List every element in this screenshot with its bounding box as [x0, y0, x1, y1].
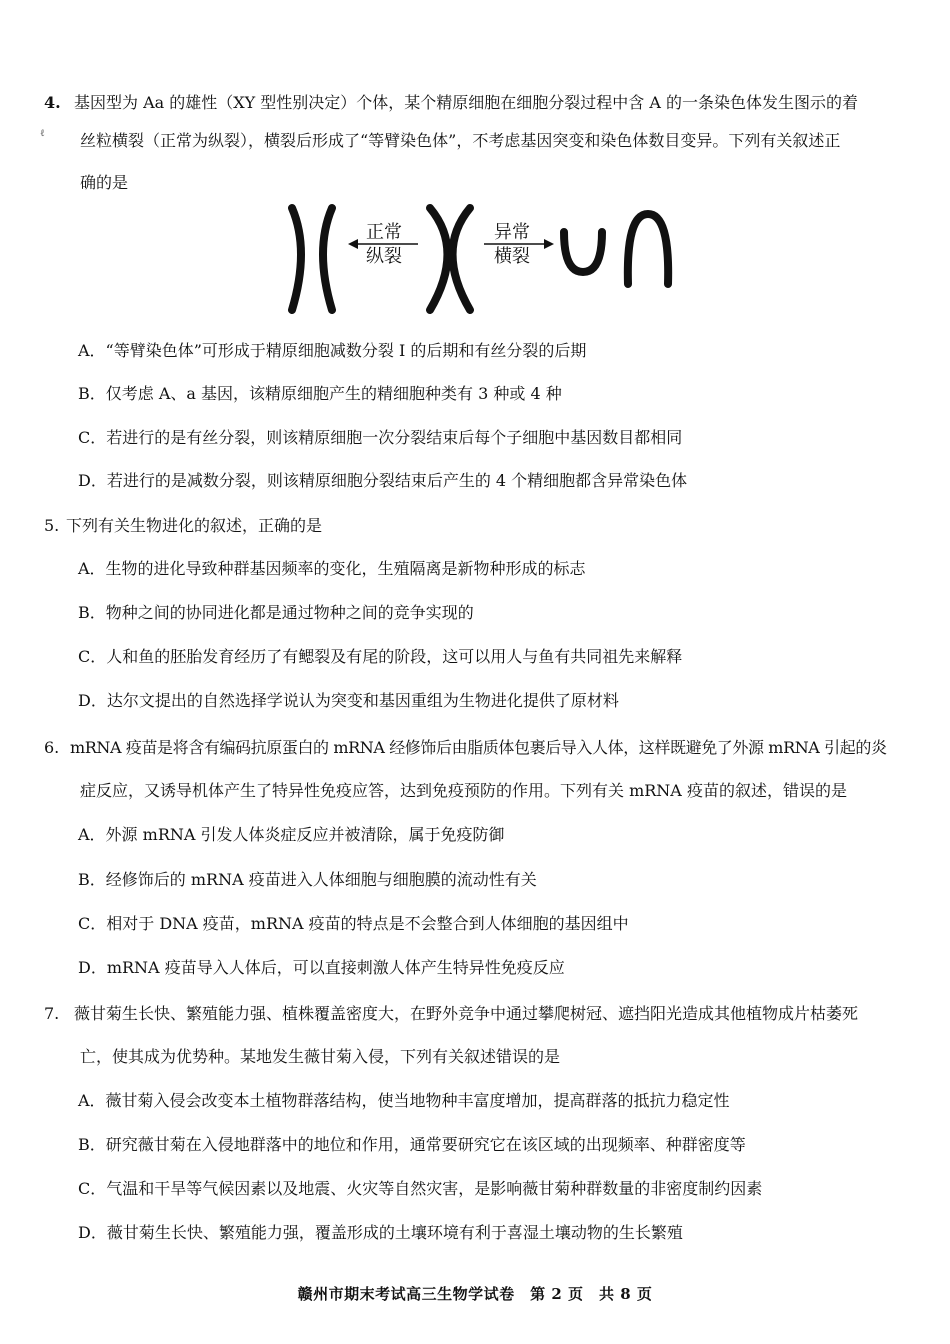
q4-stem-line-3: 确的是 [80, 173, 129, 192]
q7-option-a: A．薇甘菊入侵会改变本土植物群落结构，使当地物种丰富度增加，提高群落的抵抗力稳定性 [78, 1091, 730, 1110]
q6-number: 6. [44, 738, 60, 757]
q6-stem-line-1: mRNA 疫苗是将含有编码抗原蛋白的 mRNA 经修饰后由脂质体包裹后导入人体，这样既避免了外源 mRNA 引起的炎 [70, 738, 887, 757]
arrow-right-head [544, 239, 554, 249]
q4-option-a: A．“等臂染色体”可形成于精原细胞减数分裂 I 的后期和有丝分裂的后期 [78, 341, 587, 360]
page-footer: 赣州市期末考试高三生物学试卷 第 2 页 共 8 页 [297, 1285, 653, 1303]
q7-stem-line-2: 亡，使其成为优势种。某地发生薇甘菊入侵，下列有关叙述错误的是 [80, 1047, 561, 1066]
chromosome-x-b [453, 208, 471, 310]
label-normal-top: 正常 [366, 222, 402, 243]
isochromosome-n [628, 214, 668, 284]
q6-option-a: A．外源 mRNA 引发人体炎症反应并被清除，属于免疫防御 [78, 825, 505, 844]
q4-number: 4. [44, 93, 61, 112]
q4-stem-line-1: 基因型为 Aa 的雄性（XY 型性别决定）个体，某个精原细胞在细胞分裂过程中含 A 的一条染色体发生图示的着 [74, 93, 859, 112]
q7-number: 7. [44, 1004, 60, 1023]
q6-option-b: B．经修饰后的 mRNA 疫苗进入人体细胞与细胞膜的流动性有关 [78, 870, 537, 889]
q4-option-b: B．仅考虑 A、a 基因，该精原细胞产生的精细胞种类有 3 种或 4 种 [78, 384, 562, 403]
q4-option-c: C．若进行的是有丝分裂，则该精原细胞一次分裂结束后每个子细胞中基因数目都相同 [78, 428, 683, 447]
q5-number: 5. [44, 516, 60, 535]
q5-option-a: A．生物的进化导致种群基因频率的变化，生殖隔离是新物种形成的标志 [78, 559, 586, 578]
scan-mark: ℓ [40, 128, 45, 139]
q6-option-d: D．mRNA 疫苗导入人体后，可以直接刺激人体产生特异性免疫反应 [78, 958, 565, 977]
chromosome-x-a [430, 208, 448, 310]
isochromosome-diagram [270, 200, 690, 320]
label-abnormal-top: 异常 [494, 222, 530, 243]
q5-option-c: C．人和鱼的胚胎发育经历了有鳃裂及有尾的阶段，这可以用人与鱼有共同祖先来解释 [78, 647, 683, 666]
q7-stem-line-1: 薇甘菊生长快、繁殖能力强、植株覆盖密度大，在野外竞争中通过攀爬树冠、遮挡阳光造成其他植物成片枯萎死 [74, 1004, 859, 1023]
q6-stem-line-2: 症反应，又诱导机体产生了特异性免疫应答，达到免疫预防的作用。下列有关 mRNA 疫苗的叙述，错误的是 [80, 781, 847, 800]
q4-stem-line-2: 丝粒横裂（正常为纵裂），横裂后形成了“等臂染色体”，不考虑基因突变和染色体数目变异。下列有关叙述正 [80, 131, 841, 150]
q4-option-d: D．若进行的是减数分裂，则该精原细胞分裂结束后产生的 4 个精细胞都含异常染色体 [78, 471, 688, 490]
q5-option-b: B．物种之间的协同进化都是通过物种之间的竞争实现的 [78, 603, 474, 622]
label-normal-bottom: 纵裂 [366, 246, 402, 267]
q5-stem-line-1: 下列有关生物进化的叙述，正确的是 [66, 516, 323, 535]
q5-option-d: D．达尔文提出的自然选择学说认为突变和基因重组为生物进化提供了原材料 [78, 691, 619, 710]
chromatid-left-b [323, 208, 332, 310]
q7-option-d: D．薇甘菊生长快、繁殖能力强，覆盖形成的土壤环境有利于喜湿土壤动物的生长繁殖 [78, 1223, 683, 1242]
q7-option-b: B．研究薇甘菊在入侵地群落中的地位和作用，通常要研究它在该区域的出现频率、种群密度等 [78, 1135, 746, 1154]
chromatid-left-a [292, 208, 301, 310]
arrow-left-head [348, 239, 358, 249]
label-abnormal-bottom: 横裂 [494, 246, 530, 267]
q7-option-c: C．气温和干旱等气候因素以及地震、火灾等自然灾害，是影响薇甘菊种群数量的非密度制约因素 [78, 1179, 763, 1198]
isochromosome-u [564, 232, 602, 272]
q6-option-c: C．相对于 DNA 疫苗，mRNA 疫苗的特点是不会整合到人体细胞的基因组中 [78, 914, 629, 933]
